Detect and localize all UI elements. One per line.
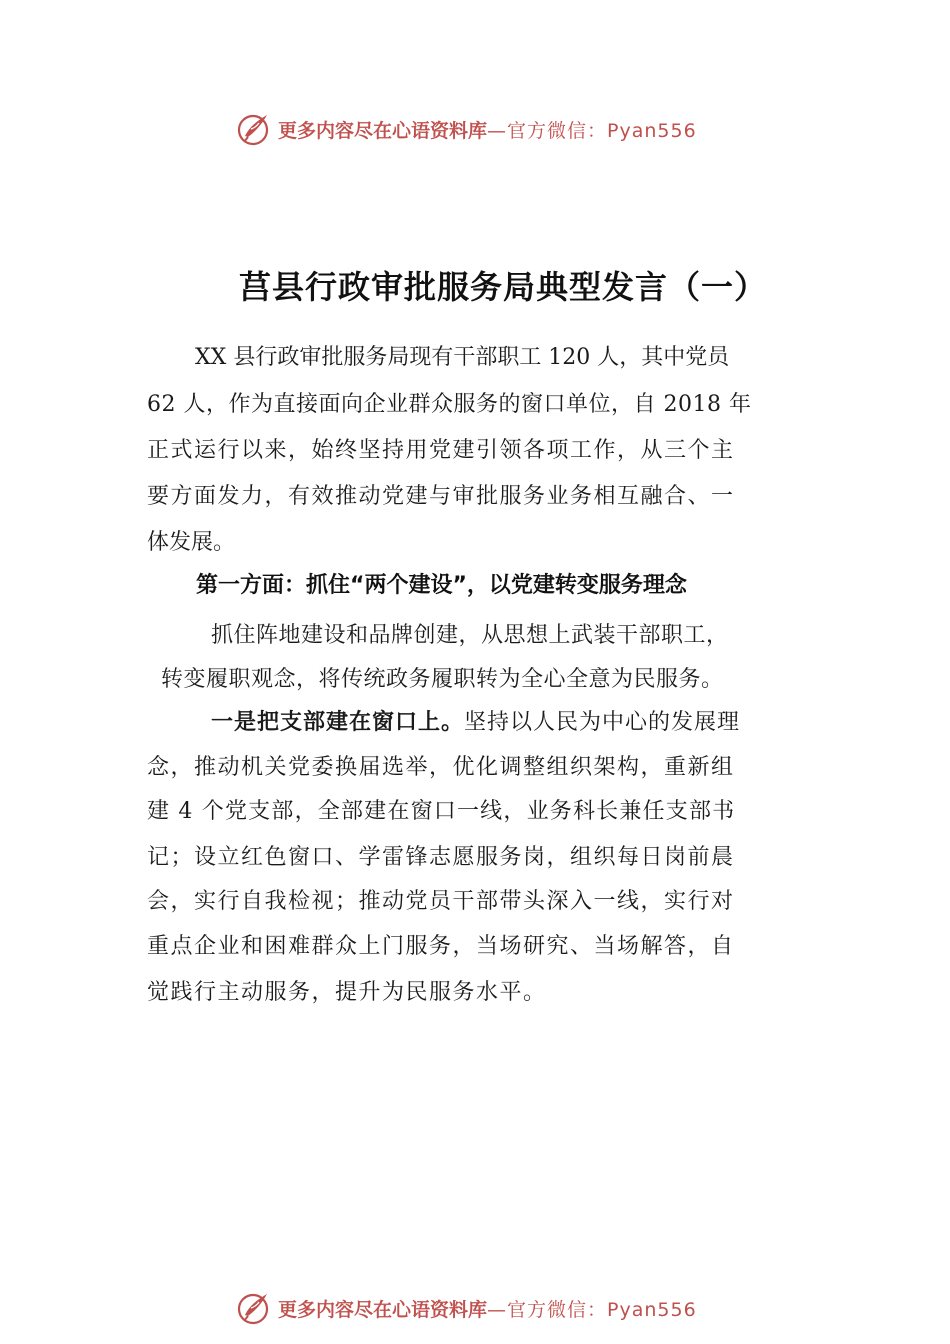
watermark-banner-bottom	[236, 1288, 697, 1328]
library-watermark-text: 更多内容尽在心语资料库	[278, 119, 488, 142]
point-lead: 一是把支部建在窗口上。	[211, 709, 465, 735]
intro-line: XX 县行政审批服务局现有干部职工 120 人，其中党员	[195, 345, 730, 370]
summary-line: 抓住阵地建设和品牌创建，从思想上武装干部职工，	[211, 623, 729, 648]
point-first-line-rest: 坚持以人民为中心的发展理	[464, 710, 741, 735]
point-line: 念，推动机关党委换届选举，优化调整组织架构，重新组	[147, 755, 735, 780]
point-line: 会，实行自我检视；推动党员干部带头深入一线，实行对	[147, 889, 735, 914]
intro-line: 体发展。	[147, 530, 236, 555]
wechat-watermark-text: —官方微信：Pyan556	[487, 1298, 697, 1321]
point-line: 建 4 个党支部，全部建在窗口一线，业务科长兼任支部书	[147, 799, 736, 824]
intro-line: 要方面发力，有效推动党建与审批服务业务相互融合、一	[147, 484, 735, 509]
quill-logo-icon	[236, 111, 272, 147]
intro-line: 正式运行以来，始终坚持用党建引领各项工作，从三个主	[147, 438, 735, 463]
section-heading: 第一方面：抓住“两个建设”，以党建转变服务理念	[196, 573, 687, 598]
library-watermark-text: 更多内容尽在心语资料库	[278, 1298, 488, 1321]
watermark-banner-top	[236, 109, 697, 149]
intro-line: 62 人，作为直接面向企业群众服务的窗口单位，自 2018 年	[147, 392, 752, 417]
summary-line: 转变履职观念，将传统政务履职转为全心全意为民服务。	[161, 667, 724, 692]
point-line: 记；设立红色窗口、学雷锋志愿服务岗，组织每日岗前晨	[147, 845, 735, 870]
point-line: 重点企业和困难群众上门服务，当场研究、当场解答，自	[147, 934, 735, 959]
quill-logo-icon	[236, 1290, 272, 1326]
point-first-line	[211, 707, 740, 738]
wechat-watermark-text: —官方微信：Pyan556	[487, 119, 697, 142]
point-line: 觉践行主动服务，提升为民服务水平。	[147, 980, 547, 1005]
document-title: 莒县行政审批服务局典型发言（一）	[238, 268, 767, 306]
